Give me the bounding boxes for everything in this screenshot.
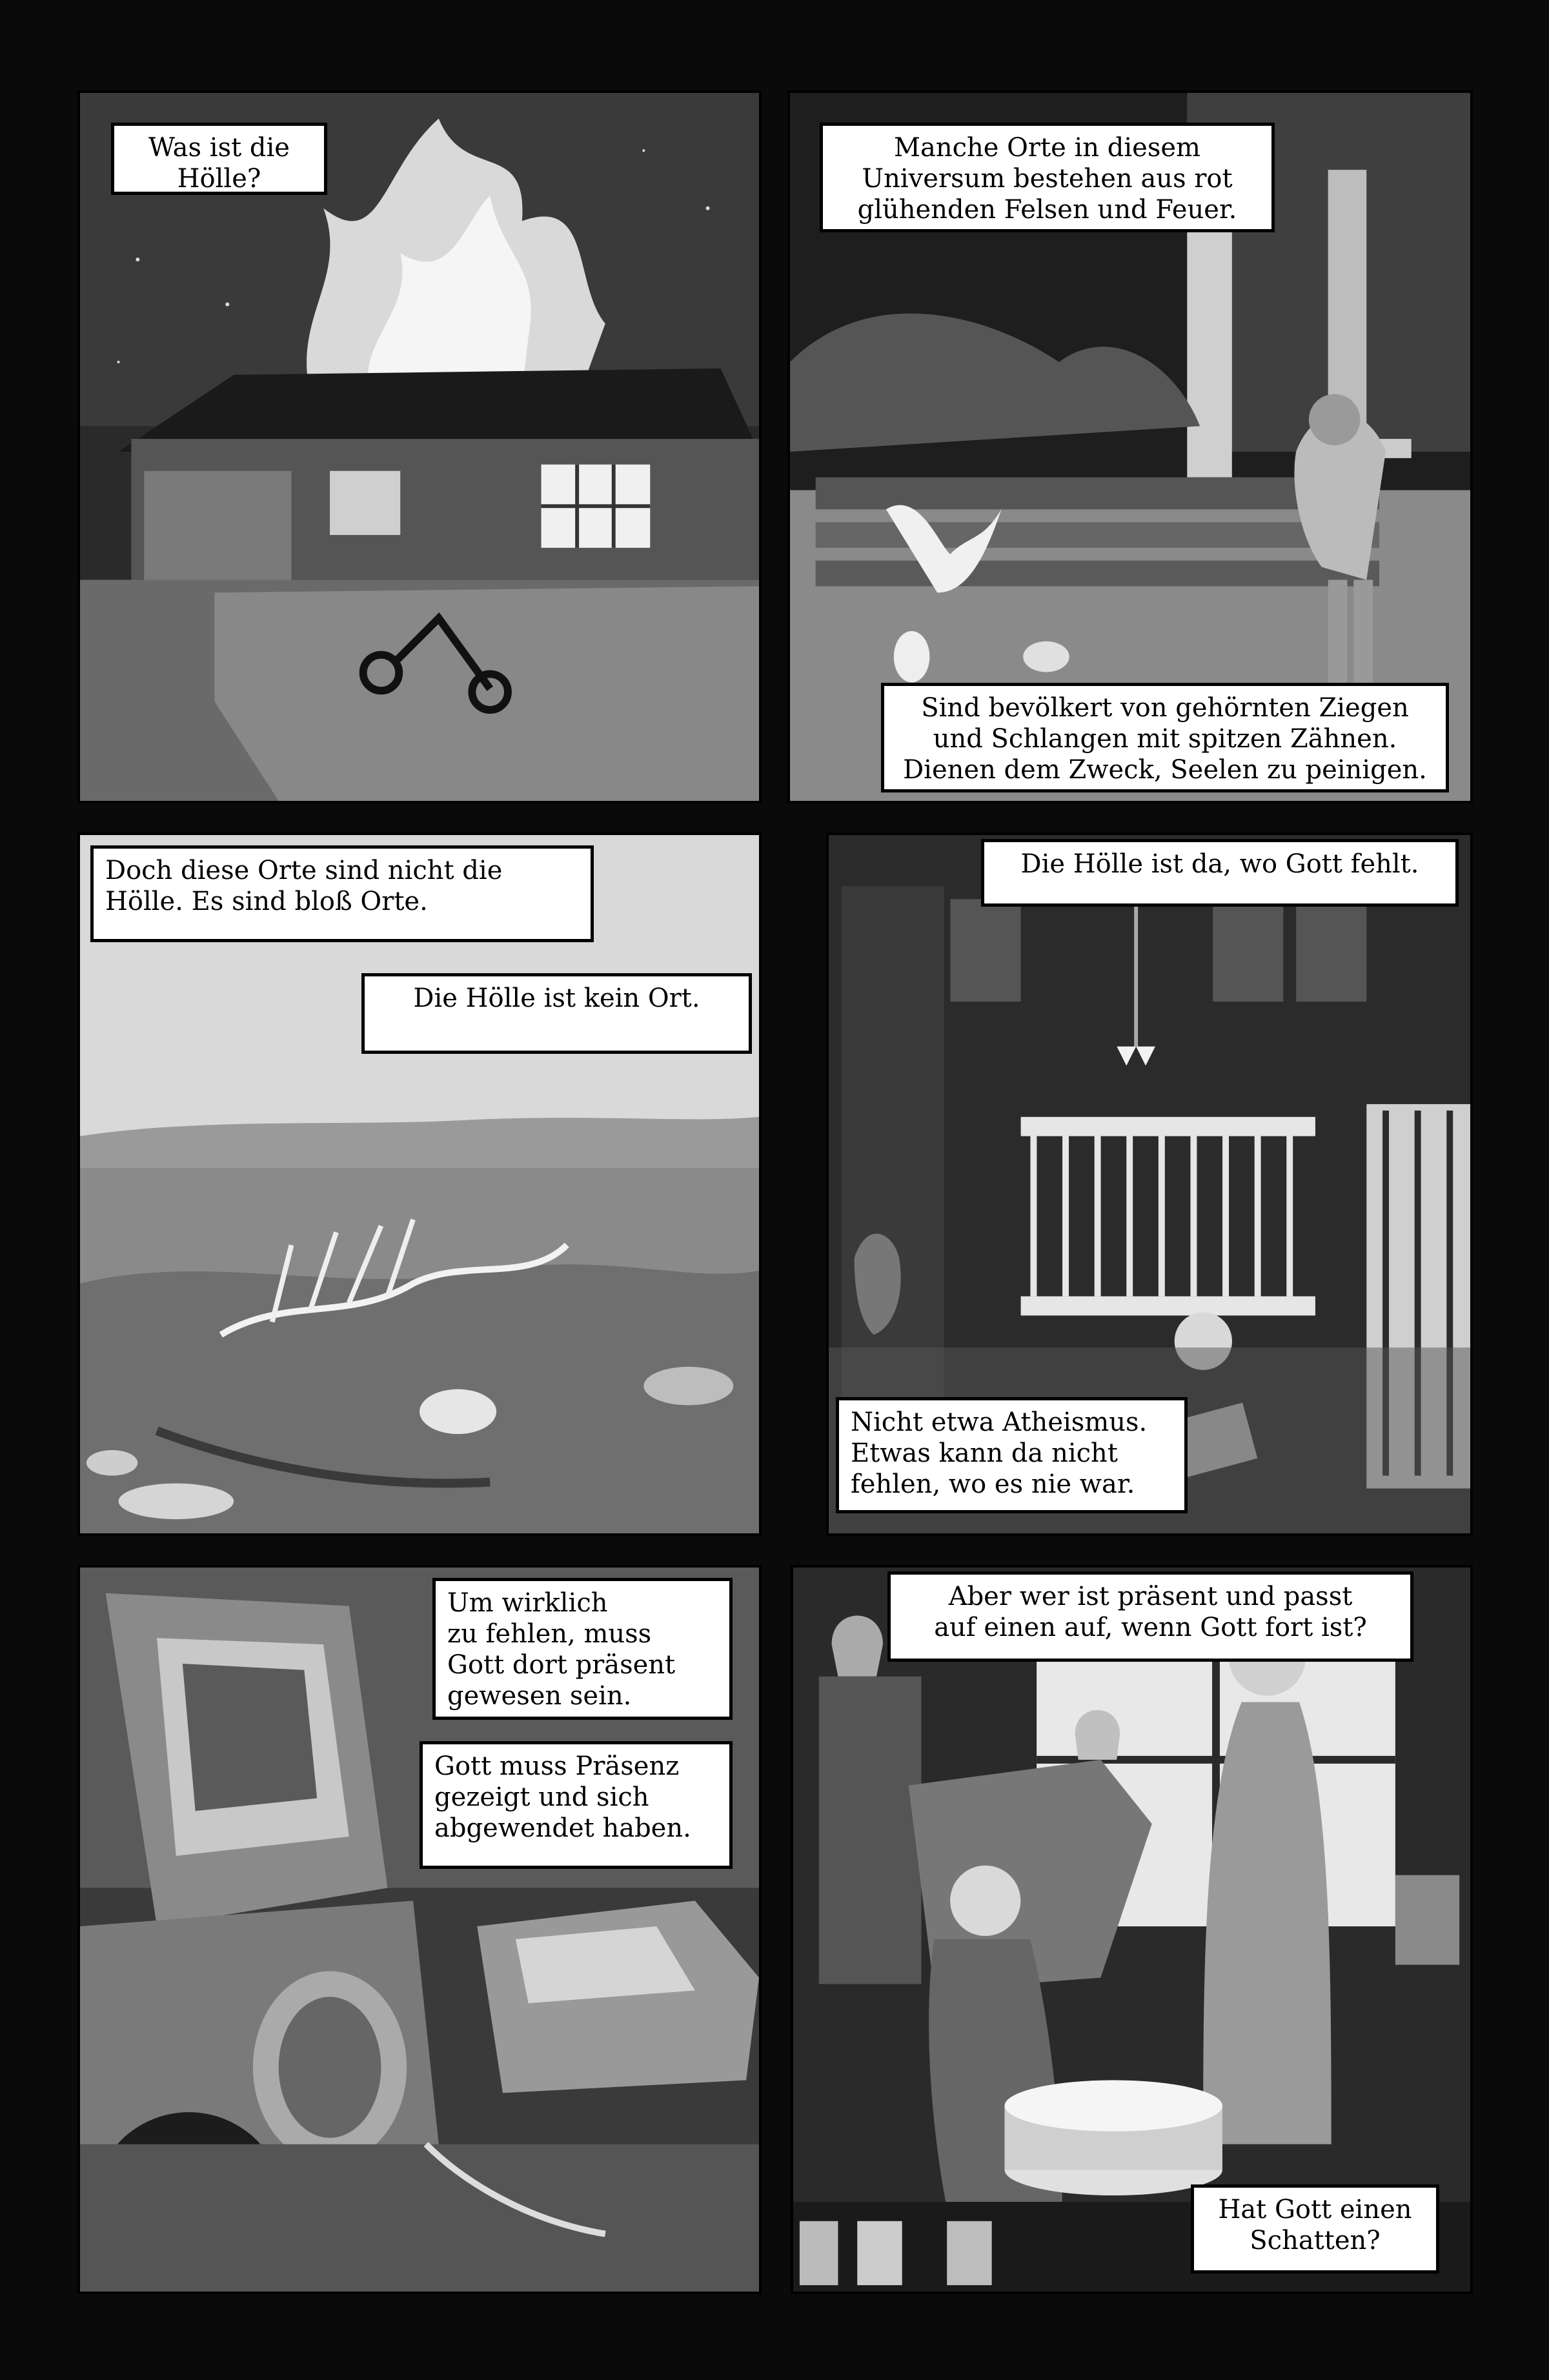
caption-god-shadow: Hat Gott einen Schatten? [1191,2184,1439,2274]
caption-god-must-have-been-present: Um wirklich zu fehlen, muss Gott dort präsent gewesen sein. [432,1578,733,1720]
caption-what-is-hell: Was ist die Hölle? [111,123,327,195]
caption-who-watches-over: Aber wer ist präsent und passt auf einen auf, wenn Gott fort ist? [887,1571,1413,1662]
panel-burning-house [77,90,762,803]
caption-hell-not-a-place: Die Hölle ist kein Ort. [361,973,752,1054]
caption-horned-goats: Sind bevölkert von gehörnten Ziegen und Schlangen mit spitzen Zähnen. Dienen dem Zweck, Seelen zu peinigen. [881,683,1449,792]
burning-house-illustration [80,93,759,801]
birthday-illustration [793,1568,1470,2292]
caption-not-hell-just-places: Doch diese Orte sind nicht die Hölle. Es sind bloß Orte. [90,845,594,942]
caption-not-atheism: Nicht etwa Atheismus. Etwas kann da nicht fehlen, wo es nie war. [836,1397,1188,1513]
caption-glowing-rocks: Manche Orte in diesem Universum bestehen aus rot glühenden Felsen und Feuer. [820,123,1275,232]
caption-hell-where-god-missing: Die Hölle ist da, wo Gott fehlt. [981,839,1459,907]
caption-god-turned-away: Gott muss Präsenz gezeigt und sich abgewendet haben. [420,1741,733,1869]
